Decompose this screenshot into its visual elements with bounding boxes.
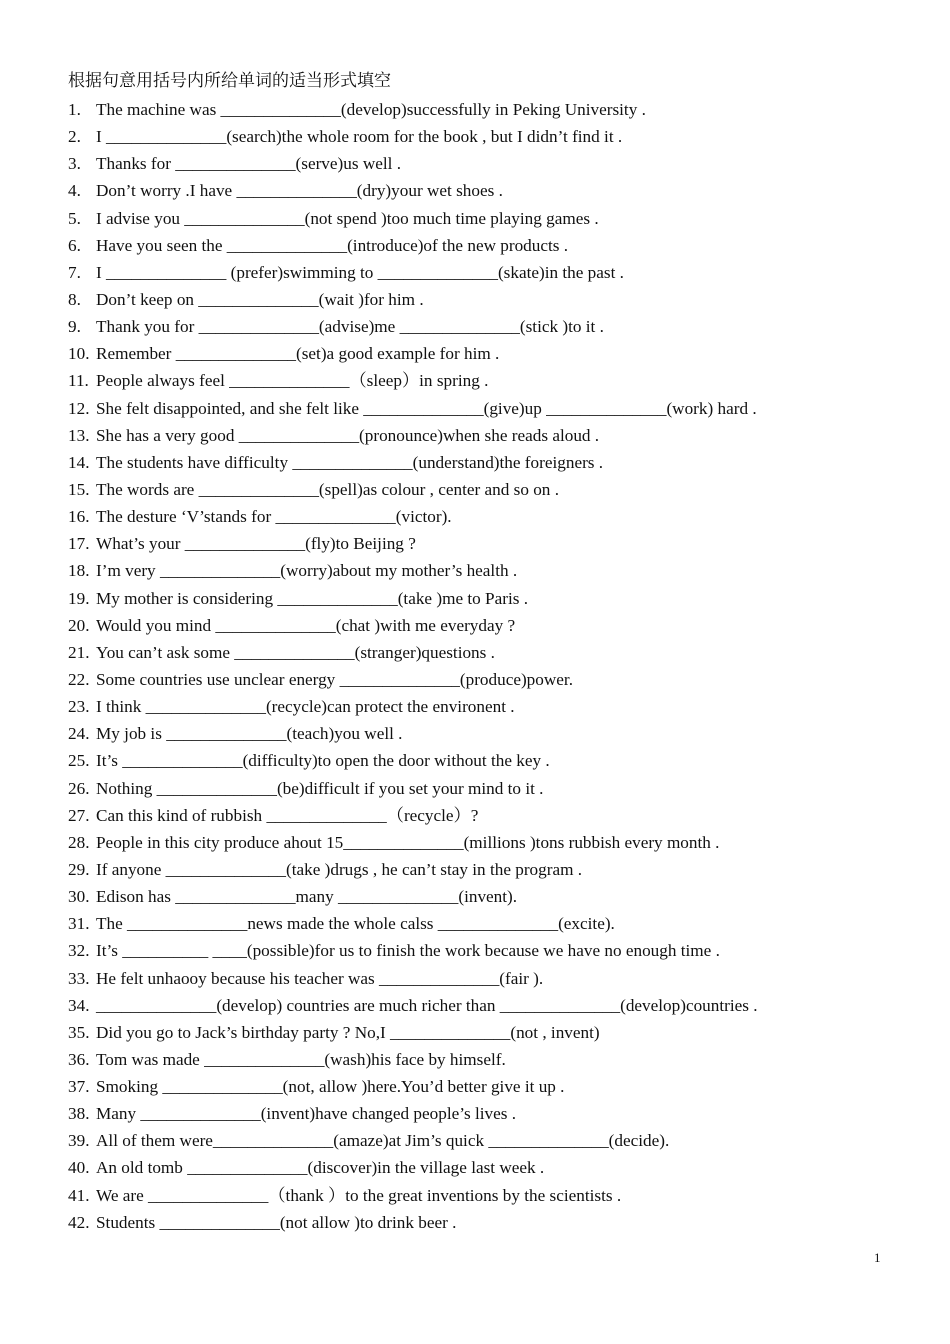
- question-item: [68, 286, 918, 313]
- question-text: I’m very ______________(worry)about my mother’s health .: [96, 561, 518, 581]
- question-text: The ______________news made the whole calss ______________(excite).: [96, 914, 615, 934]
- question-item: [68, 775, 918, 802]
- question-item: [68, 557, 918, 584]
- question-text: Thanks for ______________(serve)us well .: [96, 154, 402, 174]
- question-item: [68, 1154, 918, 1181]
- question-number: 22.: [68, 669, 90, 689]
- question-item: [68, 395, 918, 422]
- question-text: My job is ______________(teach)you well .: [96, 724, 403, 744]
- question-text: What’s your ______________(fly)to Beijing ?: [96, 534, 416, 554]
- question-text: If anyone ______________(take )drugs , he can’t stay in the program .: [96, 859, 583, 879]
- question-number: 27.: [68, 805, 90, 825]
- question-item: [68, 449, 918, 476]
- question-item: [68, 1046, 918, 1073]
- question-number: 28.: [68, 832, 90, 852]
- question-text: You can’t ask some ______________(stranger)questions .: [96, 642, 495, 662]
- question-number: 10.: [68, 344, 90, 364]
- question-item: [68, 639, 918, 666]
- question-text: ______________(develop) countries are much richer than ______________(develop)countries .: [96, 995, 758, 1015]
- question-number: 13.: [68, 425, 90, 445]
- question-item: [68, 612, 918, 639]
- question-text: I ______________ (prefer)swimming to ______________(skate)in the past .: [96, 262, 624, 282]
- question-item: [68, 96, 918, 123]
- question-text: All of them were______________(amaze)at Jim’s quick ______________(decide).: [96, 1131, 670, 1151]
- question-item: [68, 367, 918, 394]
- question-text: She has a very good ______________(pronounce)when she reads aloud .: [96, 425, 600, 445]
- question-text: Have you seen the ______________(introduce)of the new products .: [96, 235, 569, 255]
- question-item: [68, 123, 918, 150]
- question-number: 19.: [68, 588, 90, 608]
- question-text: I think ______________(recycle)can protect the environent .: [96, 697, 515, 717]
- question-text: People in this city produce ahout 15______________(millions )tons rubbish every month .: [96, 832, 720, 852]
- question-item: [68, 1073, 918, 1100]
- question-item: [68, 259, 918, 286]
- question-number: 41.: [68, 1185, 90, 1205]
- question-text: We are ______________（thank ）to the great inventions by the scientists .: [96, 1185, 622, 1205]
- question-text: Don’t worry .I have ______________(dry)your wet shoes .: [96, 181, 503, 201]
- question-number: 36.: [68, 1049, 90, 1069]
- question-item: [68, 1127, 918, 1154]
- question-text: Can this kind of rubbish ______________（recycle）?: [96, 805, 479, 825]
- question-item: [68, 965, 918, 992]
- question-item: [68, 503, 918, 530]
- question-text: Don’t keep on ______________(wait )for him .: [96, 289, 424, 309]
- question-number: 25.: [68, 751, 90, 771]
- question-item: [68, 585, 918, 612]
- question-item: [68, 476, 918, 503]
- question-item: [68, 666, 918, 693]
- question-number: 38.: [68, 1104, 90, 1124]
- question-text: Thank you for ______________(advise)me ______________(stick )to it .: [96, 317, 604, 337]
- question-text: Would you mind ______________(chat )with me everyday ?: [96, 615, 516, 635]
- question-text: Students ______________(not allow )to drink beer .: [96, 1212, 457, 1232]
- question-number: 5.: [68, 208, 81, 228]
- question-item: [68, 992, 918, 1019]
- question-item: [68, 910, 918, 937]
- question-text: Did you go to Jack’s birthday party ? No,I ______________(not , invent): [96, 1022, 600, 1042]
- question-text: Nothing ______________(be)difficult if you set your mind to it .: [96, 778, 544, 798]
- question-item: [68, 422, 918, 449]
- question-number: 3.: [68, 154, 81, 174]
- instruction-heading: 根据句意用括号内所给单词的适当形式填空: [68, 71, 391, 91]
- question-text: The students have difficulty ______________(understand)the foreigners .: [96, 452, 604, 472]
- question-number: 18.: [68, 561, 90, 581]
- question-text: The words are ______________(spell)as colour , center and so on .: [96, 479, 559, 499]
- question-item: [68, 1019, 918, 1046]
- question-number: 42.: [68, 1212, 90, 1232]
- question-text: My mother is considering ______________(take )me to Paris .: [96, 588, 529, 608]
- question-text: Some countries use unclear energy ______________(produce)power.: [96, 669, 573, 689]
- question-text: Tom was made ______________(wash)his face by himself.: [96, 1049, 506, 1069]
- question-text: Remember ______________(set)a good example for him .: [96, 344, 500, 364]
- question-list: [68, 96, 918, 1236]
- question-number: 40.: [68, 1158, 90, 1178]
- question-number: 1.: [68, 100, 81, 119]
- question-text: He felt unhaooy because his teacher was ______________(fair ).: [96, 968, 544, 988]
- question-number: 8.: [68, 289, 81, 309]
- question-number: 32.: [68, 941, 90, 961]
- question-item: [68, 720, 918, 747]
- question-number: 30.: [68, 887, 90, 907]
- question-number: 31.: [68, 914, 90, 934]
- question-item: [68, 177, 918, 204]
- question-text: It’s __________ ____(possible)for us to finish the work because we have no enough time .: [96, 941, 720, 961]
- question-number: 34.: [68, 995, 90, 1015]
- question-number: 4.: [68, 181, 81, 201]
- question-number: 16.: [68, 507, 90, 527]
- page-number: 1: [874, 1250, 881, 1265]
- question-number: 12.: [68, 398, 90, 418]
- question-item: [68, 829, 918, 856]
- question-number: 39.: [68, 1131, 90, 1151]
- question-item: [68, 747, 918, 774]
- question-number: 2.: [68, 127, 81, 147]
- question-number: 26.: [68, 778, 90, 798]
- question-text: Many ______________(invent)have changed people’s lives .: [96, 1104, 517, 1124]
- question-item: [68, 232, 918, 259]
- question-number: 33.: [68, 968, 90, 988]
- question-item: [68, 150, 918, 177]
- question-number: 35.: [68, 1022, 90, 1042]
- question-item: [68, 1182, 918, 1209]
- question-text: People always feel ______________（sleep）in spring .: [96, 371, 489, 391]
- question-text: An old tomb ______________(discover)in the village last week .: [96, 1158, 545, 1178]
- question-number: 7.: [68, 262, 81, 282]
- question-number: 15.: [68, 479, 90, 499]
- question-item: [68, 802, 918, 829]
- question-text: Smoking ______________(not, allow )here.You’d better give it up .: [96, 1077, 565, 1097]
- question-item: [68, 340, 918, 367]
- question-text: The desture ‘V’stands for ______________(victor).: [96, 507, 452, 527]
- question-number: 14.: [68, 452, 90, 472]
- question-number: 24.: [68, 724, 90, 744]
- question-item: [68, 856, 918, 883]
- question-item: [68, 937, 918, 964]
- question-number: 23.: [68, 697, 90, 717]
- question-number: 9.: [68, 317, 81, 337]
- question-number: 17.: [68, 534, 90, 554]
- question-text: I ______________(search)the whole room for the book , but I didn’t find it .: [96, 127, 623, 147]
- question-item: [68, 530, 918, 557]
- question-item: [68, 1209, 918, 1236]
- question-text: It’s ______________(difficulty)to open the door without the key .: [96, 751, 550, 771]
- question-number: 37.: [68, 1077, 90, 1097]
- question-text: Edison has ______________many ______________(invent).: [96, 887, 518, 907]
- question-number: 20.: [68, 615, 90, 635]
- question-text: The machine was ______________(develop)successfully in Peking University .: [96, 100, 646, 119]
- question-number: 6.: [68, 235, 81, 255]
- question-item: [68, 1100, 918, 1127]
- question-item: [68, 883, 918, 910]
- question-number: 21.: [68, 642, 90, 662]
- question-number: 29.: [68, 859, 90, 879]
- question-item: [68, 205, 918, 232]
- question-item: [68, 313, 918, 340]
- question-text: She felt disappointed, and she felt like ______________(give)up ______________(work) hard .: [96, 398, 757, 418]
- question-number: 11.: [68, 371, 89, 391]
- question-text: I advise you ______________(not spend )too much time playing games .: [96, 208, 599, 228]
- question-item: [68, 693, 918, 720]
